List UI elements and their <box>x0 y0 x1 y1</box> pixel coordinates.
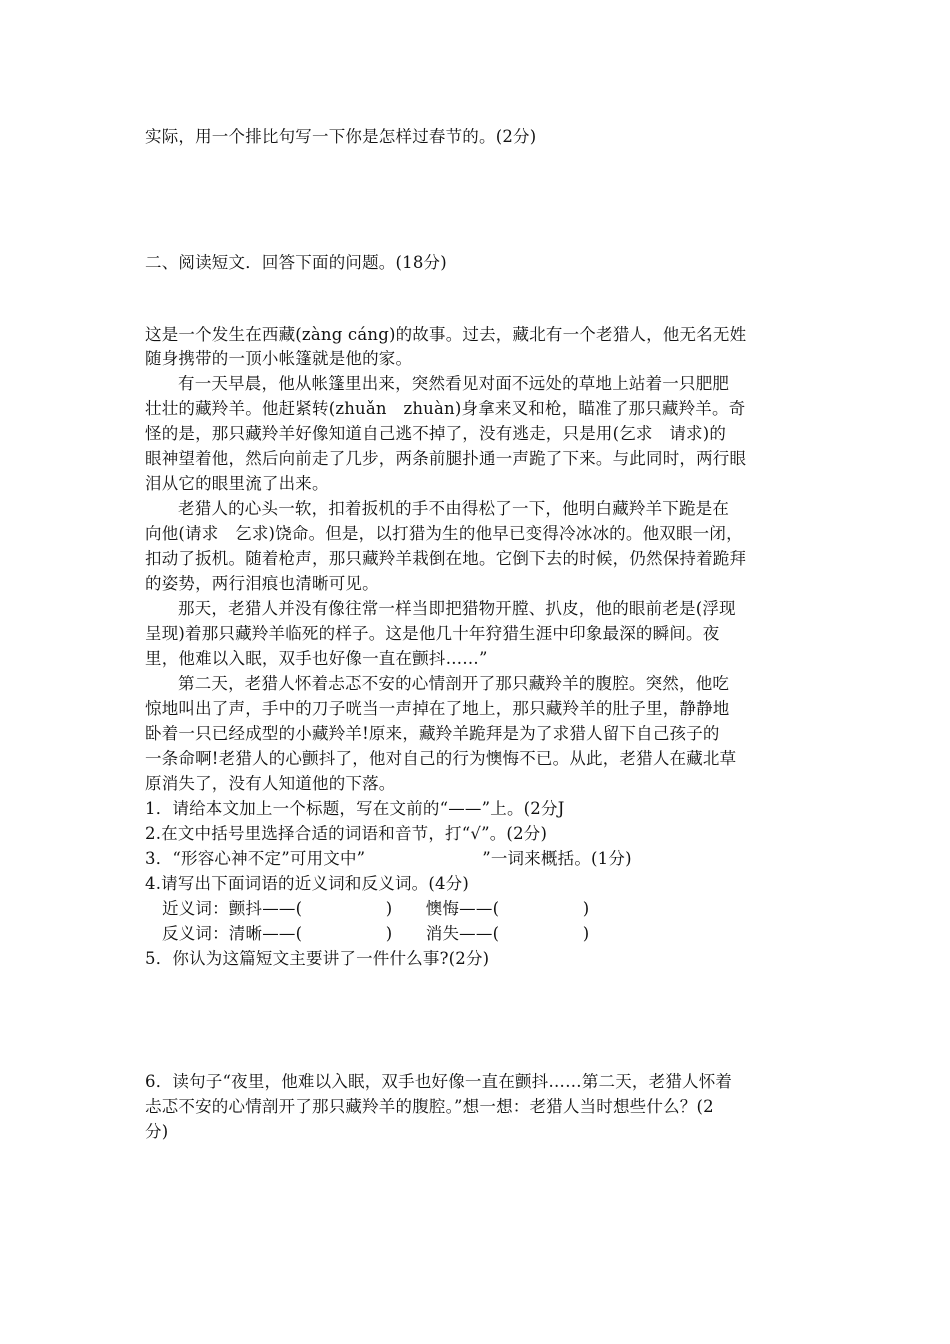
passage-line: 眼神望着他，然后向前走了几步，两条前腿扑通一声跪了下来。与此同时，两行眼 <box>145 449 747 468</box>
synonym-row: 近义词：颤抖——( ) 懊悔——( ) <box>162 899 590 918</box>
question-4: 4.请写出下面词语的近义词和反义词。(4分) <box>145 874 470 893</box>
passage-line: 有一天早晨，他从帐篷里出来，突然看见对面不远处的草地上站着一只肥肥 <box>178 374 730 393</box>
question-6-line: 6．读句子“夜里，他难以入眠，双手也好像一直在颤抖……第二天，老猎人怀着 <box>145 1072 733 1091</box>
section-heading: 二、阅读短文．回答下面的问题。(18分) <box>145 253 447 272</box>
question-6-line: 忐忑不安的心情剖开了那只藏羚羊的腹腔。”想一想：老猎人当时想些什么？(2 <box>145 1097 714 1116</box>
passage-line: 扣动了扳机。随着枪声，那只藏羚羊栽倒在地。它倒下去的时候，仍然保持着跪拜 <box>145 549 747 568</box>
passage-line: 第二天，老猎人怀着忐忑不安的心情剖开了那只藏羚羊的腹腔。突然，他吃 <box>178 674 730 693</box>
question-6-line: 分) <box>145 1122 169 1141</box>
passage-line: 的姿势，两行泪痕也清晰可见。 <box>145 574 379 593</box>
passage-line: 这是一个发生在西藏(zàng cáng)的故事。过去，藏北有一个老猎人，他无名无姓 <box>145 325 747 344</box>
passage-line: 那天，老猎人并没有像往常一样当即把猎物开膛、扒皮，他的眼前老是(浮现 <box>178 599 736 618</box>
passage-line: 泪从它的眼里流了出来。 <box>145 474 329 493</box>
passage-line: 一条命啊!老猎人的心颤抖了，他对自己的行为懊悔不已。从此，老猎人在藏北草 <box>145 749 737 768</box>
passage-line: 怪的是，那只藏羚羊好像知道自己逃不掉了，没有逃走，只是用(乞求 请求)的 <box>145 424 727 443</box>
question-2: 2.在文中括号里选择合适的词语和音节，打“√”。(2分) <box>145 824 548 843</box>
passage-line: 老猎人的心头一软，扣着扳机的手不由得松了一下，他明白藏羚羊下跪是在 <box>178 499 730 518</box>
question-3: 3．“形容心神不定”可用文中” ”一词来概括。(1分) <box>145 849 632 868</box>
passage-line: 卧着一只已经成型的小藏羚羊!原来，藏羚羊跪拜是为了求猎人留下自己孩子的 <box>145 724 720 743</box>
passage-line: 呈现)着那只藏羚羊临死的样子。这是他几十年狩猎生涯中印象最深的瞬间。夜 <box>145 624 720 643</box>
passage-line: 惊地叫出了声，手中的刀子咣当一声掉在了地上，那只藏羚羊的肚子里，静静地 <box>145 699 730 718</box>
antonym-row: 反义词：清晰——( ) 消失——( ) <box>162 924 590 943</box>
intro-question: 实际，用一个排比句写一下你是怎样过春节的。(2分) <box>145 127 537 146</box>
passage-line: 向他(请求 乞求)饶命。但是，以打猎为生的他早已变得冷冰冰的。他双眼一闭， <box>145 524 743 543</box>
passage-line: 壮壮的藏羚羊。他赶紧转(zhuǎn zhuàn)身拿来叉和枪，瞄准了那只藏羚羊。奇 <box>145 399 746 418</box>
passage-line: 原消失了，没有人知道他的下落。 <box>145 774 396 793</box>
passage-line: 随身携带的一顶小帐篷就是他的家。 <box>145 349 413 368</box>
question-5: 5．你认为这篇短文主要讲了一件什么事?(2分) <box>145 949 490 968</box>
question-1: 1．请给本文加上一个标题，写在文前的“——”上。(2分J <box>145 799 565 818</box>
passage-line: 里，他难以入眠，双手也好像一直在颤抖……” <box>145 649 488 668</box>
